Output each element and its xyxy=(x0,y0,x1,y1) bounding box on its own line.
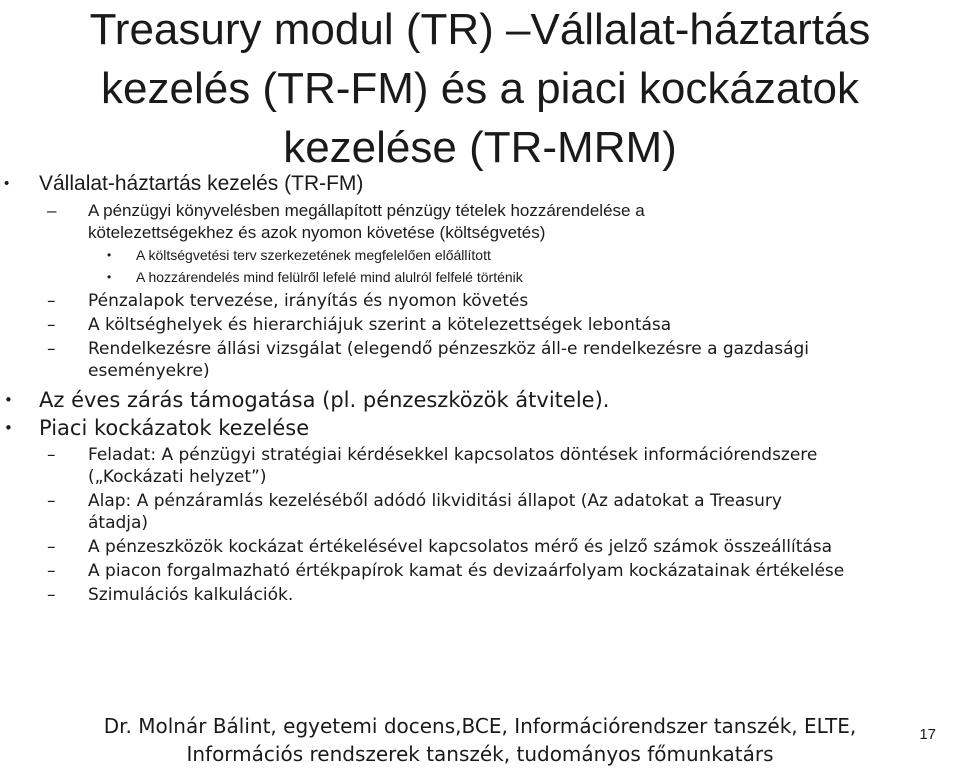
slide-body xyxy=(0,170,960,606)
item-text: A hozzárendelés mind felülről lefelé mind alulról felfelé történik xyxy=(136,269,523,285)
dash-item xyxy=(0,584,960,606)
dash-icon: – xyxy=(47,491,56,511)
item-text-line: Feladat: A pénzügyi stratégiai kérdésekkel kapcsolatos döntések információrendszere xyxy=(88,445,818,465)
dash-item xyxy=(0,536,960,558)
page-number: 17 xyxy=(919,726,936,743)
item-text: Vállalat-háztartás kezelés (TR-FM) xyxy=(39,172,364,195)
title-line: kezelése (TR-MRM) xyxy=(283,123,677,172)
slide-title xyxy=(0,0,960,177)
dash-icon: – xyxy=(47,585,56,605)
dash-item xyxy=(0,338,960,382)
bullet-icon: • xyxy=(107,248,112,262)
item-text-line: Rendelkezésre állási vizsgálat (elegendő pénzeszköz áll-e rendelkezésre a gazdasági xyxy=(88,339,810,359)
dash-icon: – xyxy=(47,315,56,335)
item-text-line: („Kockázati helyzet”) xyxy=(88,467,267,487)
bullet-icon: • xyxy=(107,270,112,284)
dash-item xyxy=(0,560,960,582)
slide-footer xyxy=(0,712,960,768)
item-text: A piacon forgalmazható értékpapírok kamat és devizaárfolyam kockázatainak értékelése xyxy=(88,561,845,581)
item-text-line: eseményekre) xyxy=(88,361,210,381)
item-text: Piaci kockázatok kezelése xyxy=(39,416,310,440)
item-text: Szimulációs kalkulációk. xyxy=(88,585,294,605)
title-line: Treasury modul (TR) –Vállalat-háztartás xyxy=(89,5,871,54)
item-text: A költségvetési terv szerkezetének megfelelően előállított xyxy=(136,247,491,263)
item-text-line: A pénzügyi könyvelésben megállapított pénzügy tételek hozzárendelése a xyxy=(88,201,645,220)
dash-item xyxy=(0,314,960,336)
item-text: Az éves zárás támogatása (pl. pénzeszközök átvitele). xyxy=(39,388,610,412)
bullet-icon: • xyxy=(4,419,13,437)
dash-icon: – xyxy=(47,201,57,220)
sub-bullet-item xyxy=(0,266,960,288)
dash-icon: – xyxy=(47,537,56,557)
item-text: Pénzalapok tervezése, irányítás és nyomon követés xyxy=(88,291,529,311)
sub-bullet-item xyxy=(0,244,960,266)
dash-item xyxy=(0,200,960,244)
dash-item xyxy=(0,290,960,312)
dash-icon: – xyxy=(47,445,56,465)
bullet-item xyxy=(0,170,960,198)
item-text-line: átadja) xyxy=(88,513,149,533)
bullet-item xyxy=(0,414,960,442)
bullet-icon: • xyxy=(4,175,10,192)
title-line: kezelés (TR-FM) és a piaci kockázatok xyxy=(101,64,859,113)
item-text-line: kötelezettségekhez és azok nyomon követése (költségvetés) xyxy=(88,223,546,242)
footer-line: Információs rendszerek tanszék, tudományos főmunkatárs xyxy=(186,742,774,766)
dash-icon: – xyxy=(47,339,56,359)
dash-item xyxy=(0,444,960,488)
item-text: A költséghelyek és hierarchiájuk szerint a kötelezettségek lebontása xyxy=(88,315,672,335)
dash-item xyxy=(0,490,960,534)
item-text: A pénzeszközök kockázat értékelésével kapcsolatos mérő és jelző számok összeállítása xyxy=(88,537,833,557)
bullet-item xyxy=(0,386,960,414)
dash-icon: – xyxy=(47,561,56,581)
item-text-line: Alap: A pénzáramlás kezeléséből adódó likviditási állapot (Az adatokat a Treasury xyxy=(88,491,782,511)
dash-icon: – xyxy=(47,291,56,311)
bullet-icon: • xyxy=(4,391,13,409)
footer-line: Dr. Molnár Bálint, egyetemi docens,BCE, Információrendszer tanszék, ELTE, xyxy=(103,714,857,738)
